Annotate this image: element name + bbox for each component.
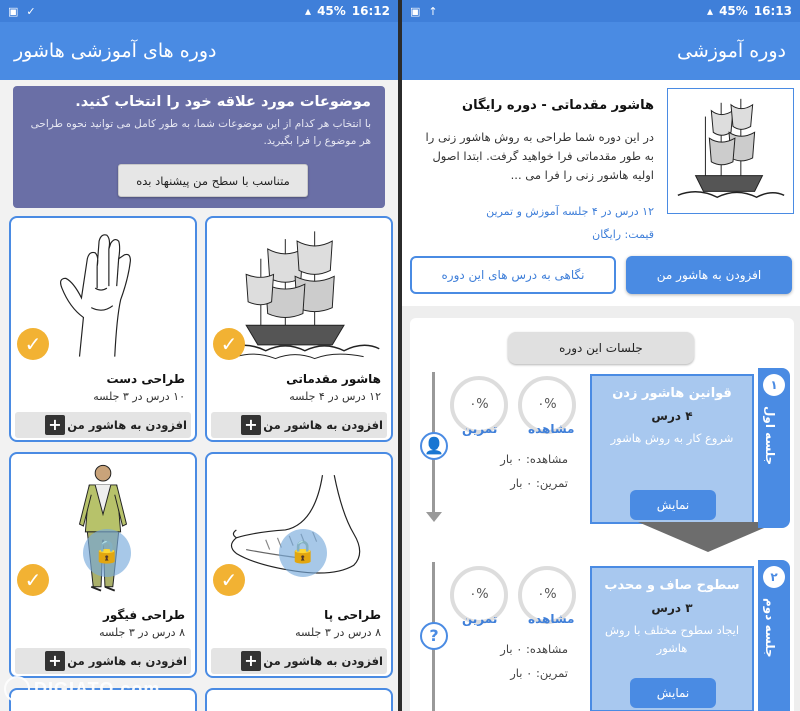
app-bar — [0, 22, 398, 80]
session-tab[interactable] — [758, 560, 790, 711]
course-card[interactable] — [9, 452, 197, 678]
notification-icons: ▣ ✓ — [8, 4, 36, 18]
card-subtitle: ۸ درس در ۳ جلسه — [99, 626, 185, 639]
add-to-my-hashur-button[interactable] — [15, 412, 191, 438]
course-card[interactable] — [205, 452, 393, 678]
user-icon: 👤 — [420, 432, 448, 460]
course-meta: ۱۲ درس در ۴ جلسه آموزش و تمرین — [486, 205, 654, 218]
card-subtitle: ۸ درس در ۳ جلسه — [295, 626, 381, 639]
view-label: مشاهده — [528, 422, 575, 436]
plus-icon: + — [45, 651, 65, 671]
selected-check-icon[interactable]: ✓ — [17, 564, 49, 596]
course-description: در این دوره شما طراحی به روش هاشور زنی را به طور مقدماتی فرا خواهید گرفت. ابتدا اصول اولیه هاشور زنی را فرا می ... — [425, 130, 654, 182]
session-tab-label: جلسه دوم — [763, 598, 777, 658]
app-bar — [402, 22, 800, 80]
lock-icon: 🔒 — [83, 529, 131, 577]
session-card[interactable] — [590, 374, 754, 524]
watermark-logo-icon — [4, 676, 30, 702]
plus-icon: + — [241, 651, 261, 671]
add-label: افزودن به هاشور من — [263, 654, 383, 668]
banner-text: با انتخاب هر کدام از این موضوعات شما، به طور کامل می توانید نحوه طراحی هر موضوع را فرا بگیرید. — [30, 118, 371, 147]
course-card[interactable] — [9, 216, 197, 442]
practice-percent: ۰% — [469, 587, 489, 602]
session-description: شروع کار به روش هاشور — [610, 431, 734, 445]
selected-check-icon[interactable]: ✓ — [213, 564, 245, 596]
status-bar — [0, 0, 398, 22]
course-detail — [402, 80, 800, 306]
view-count: مشاهده: ۰ بار — [500, 642, 568, 656]
card-subtitle: ۱۲ درس در ۴ جلسه — [289, 390, 381, 403]
session-card[interactable] — [590, 566, 754, 711]
watermark-text: DIGIATO.com — [34, 678, 161, 699]
view-percent: ۰% — [537, 587, 557, 602]
session-lesson-count: ۳ درس — [651, 601, 693, 615]
watermark — [4, 676, 160, 702]
course-price: قیمت: رایگان — [592, 228, 654, 241]
suggest-button[interactable]: متناسب با سطح من پیشنهاد بده — [118, 164, 308, 197]
signal-icon: ▴ — [305, 4, 312, 18]
view-count: مشاهده: ۰ بار — [500, 452, 568, 466]
left-screen — [0, 0, 398, 711]
status-bar — [402, 0, 800, 22]
question-icon: ? — [420, 622, 448, 650]
card-title: طراحی پا — [324, 608, 381, 622]
view-label: مشاهده — [528, 612, 575, 626]
card-subtitle: ۱۰ درس در ۳ جلسه — [93, 390, 185, 403]
sessions-header: جلسات این دوره — [508, 332, 694, 364]
plus-icon: + — [241, 415, 261, 435]
banner-heading: موضوعات مورد علاقه خود را انتخاب کنید. — [75, 94, 371, 110]
course-card-partial[interactable] — [205, 688, 393, 711]
page-title: دوره های آموزشی هاشور — [14, 40, 217, 62]
clock: 16:12 — [351, 4, 390, 18]
session-description: ایجاد سطوح مختلف با روش هاشور — [604, 623, 740, 655]
show-session-button[interactable]: نمایش — [630, 490, 716, 520]
add-to-my-hashur-button[interactable] — [15, 648, 191, 674]
card-title: طراحی دست — [106, 372, 185, 386]
add-to-my-hashur-button[interactable] — [211, 412, 387, 438]
add-to-my-hashur-button[interactable] — [211, 648, 387, 674]
add-label: افزودن به هاشور من — [67, 654, 187, 668]
view-percent: ۰% — [537, 397, 557, 412]
session-title: قوانین هاشور زدن — [612, 386, 732, 401]
preview-lessons-button[interactable]: نگاهی به درس های این دوره — [410, 256, 616, 294]
session-title: سطوح صاف و محدب — [604, 578, 740, 593]
plus-icon: + — [45, 415, 65, 435]
card-title: طراحی فیگور — [102, 608, 185, 622]
session-connector — [638, 522, 778, 552]
add-label: افزودن به هاشور من — [263, 418, 383, 432]
timeline-arrow-icon — [426, 512, 442, 522]
battery-level: 45% — [317, 4, 346, 18]
selected-check-icon[interactable]: ✓ — [213, 328, 245, 360]
practice-count: تمرین: ۰ بار — [510, 666, 568, 680]
session-tab[interactable] — [758, 368, 790, 528]
battery-level: 45% — [719, 4, 748, 18]
add-to-my-hashur-button[interactable]: افزودن به هاشور من — [626, 256, 792, 294]
session-lesson-count: ۴ درس — [651, 409, 693, 423]
notification-icons: ▣ ↑ — [410, 4, 438, 18]
sessions-panel — [410, 318, 794, 711]
card-title: هاشور مقدماتی — [286, 372, 381, 386]
clock: 16:13 — [753, 4, 792, 18]
session-number: ۱ — [763, 374, 785, 396]
lock-icon: 🔒 — [279, 529, 327, 577]
show-session-button[interactable]: نمایش — [630, 678, 716, 708]
session-tab-label: جلسه اول — [763, 406, 777, 466]
course-card[interactable] — [205, 216, 393, 442]
selected-check-icon[interactable]: ✓ — [17, 328, 49, 360]
practice-percent: ۰% — [469, 397, 489, 412]
practice-count: تمرین: ۰ بار — [510, 476, 568, 490]
right-screen — [402, 0, 800, 711]
ship-thumbnail-icon — [667, 88, 794, 214]
page-title: دوره آموزشی — [676, 40, 786, 62]
practice-label: تمرین — [462, 612, 498, 626]
signal-icon: ▴ — [707, 4, 714, 18]
session-number: ۲ — [763, 566, 785, 588]
add-label: افزودن به هاشور من — [67, 418, 187, 432]
practice-label: تمرین — [462, 422, 498, 436]
course-title: هاشور مقدماتی - دوره رایگان — [462, 98, 654, 113]
topic-banner — [13, 86, 385, 208]
